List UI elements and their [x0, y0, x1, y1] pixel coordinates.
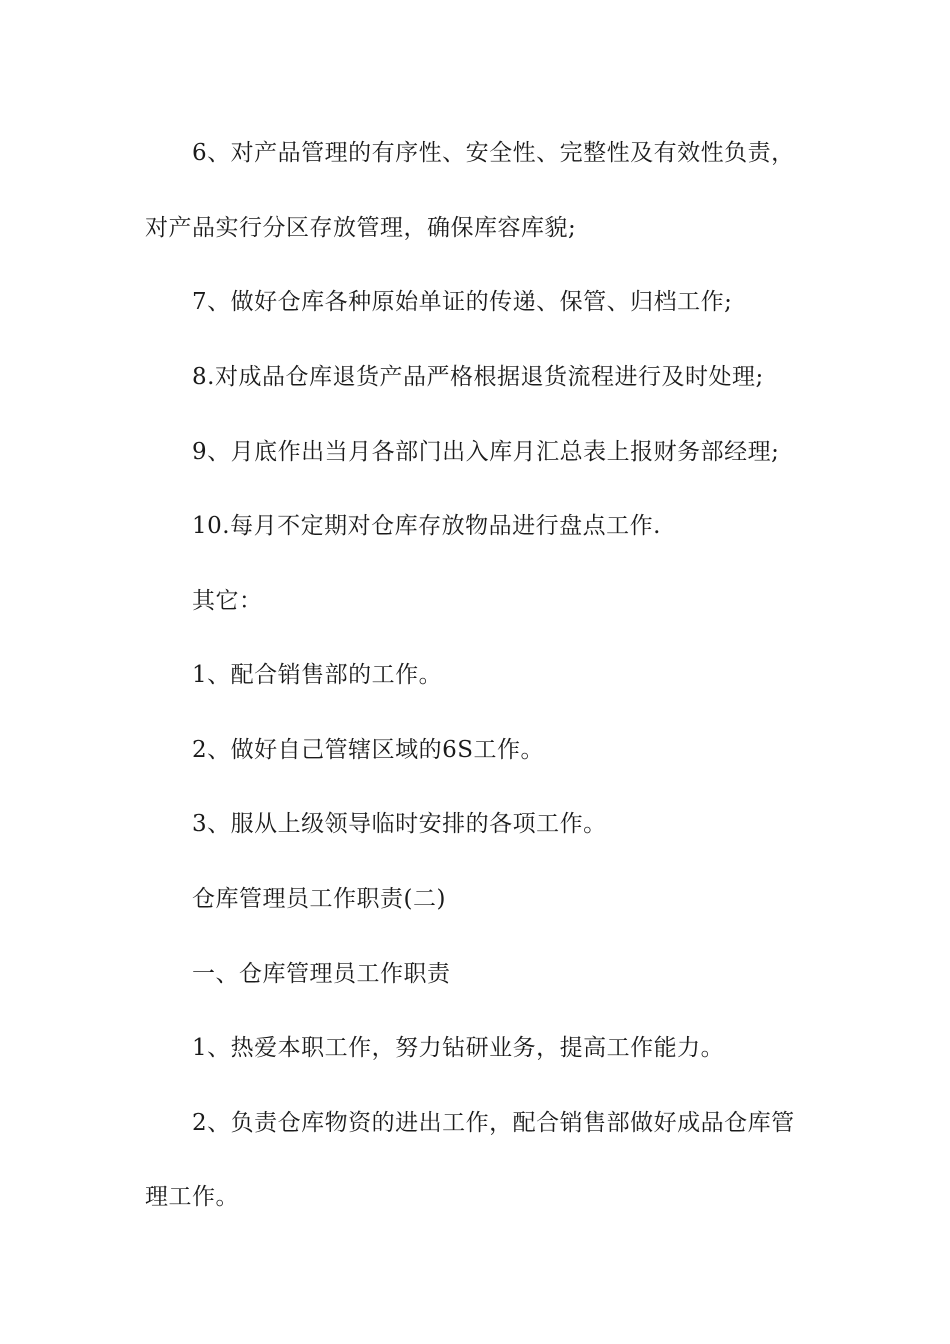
- paragraph-line: 6、对产品管理的有序性、安全性、完整性及有效性负责，: [192, 140, 795, 166]
- section-heading: 一、仓库管理员工作职责: [192, 961, 451, 987]
- paragraph-line: 7、做好仓库各种原始单证的传递、保管、归档工作;: [192, 289, 733, 315]
- paragraph-line: 10.每月不定期对仓库存放物品进行盘点工作.: [192, 513, 661, 539]
- paragraph-line: 理工作。: [145, 1184, 239, 1210]
- paragraph-line: 3、服从上级领导临时安排的各项工作。: [192, 811, 607, 837]
- paragraph-line: 8.对成品仓库退货产品严格根据退货流程进行及时处理;: [192, 364, 764, 390]
- paragraph-line: 2、做好自己管辖区域的6S工作。: [192, 737, 545, 763]
- document-heading: 仓库管理员工作职责(二): [192, 886, 446, 912]
- paragraph-line: 9、月底作出当月各部门出入库月汇总表上报财务部经理;: [192, 439, 780, 465]
- paragraph-line: 1、热爱本职工作，努力钻研业务，提高工作能力。: [192, 1035, 725, 1061]
- paragraph-line: 2、负责仓库物资的进出工作，配合销售部做好成品仓库管: [192, 1110, 795, 1136]
- section-label: 其它：: [192, 588, 263, 614]
- paragraph-line: 对产品实行分区存放管理，确保库容库貌;: [145, 215, 577, 241]
- paragraph-line: 1、配合销售部的工作。: [192, 662, 443, 688]
